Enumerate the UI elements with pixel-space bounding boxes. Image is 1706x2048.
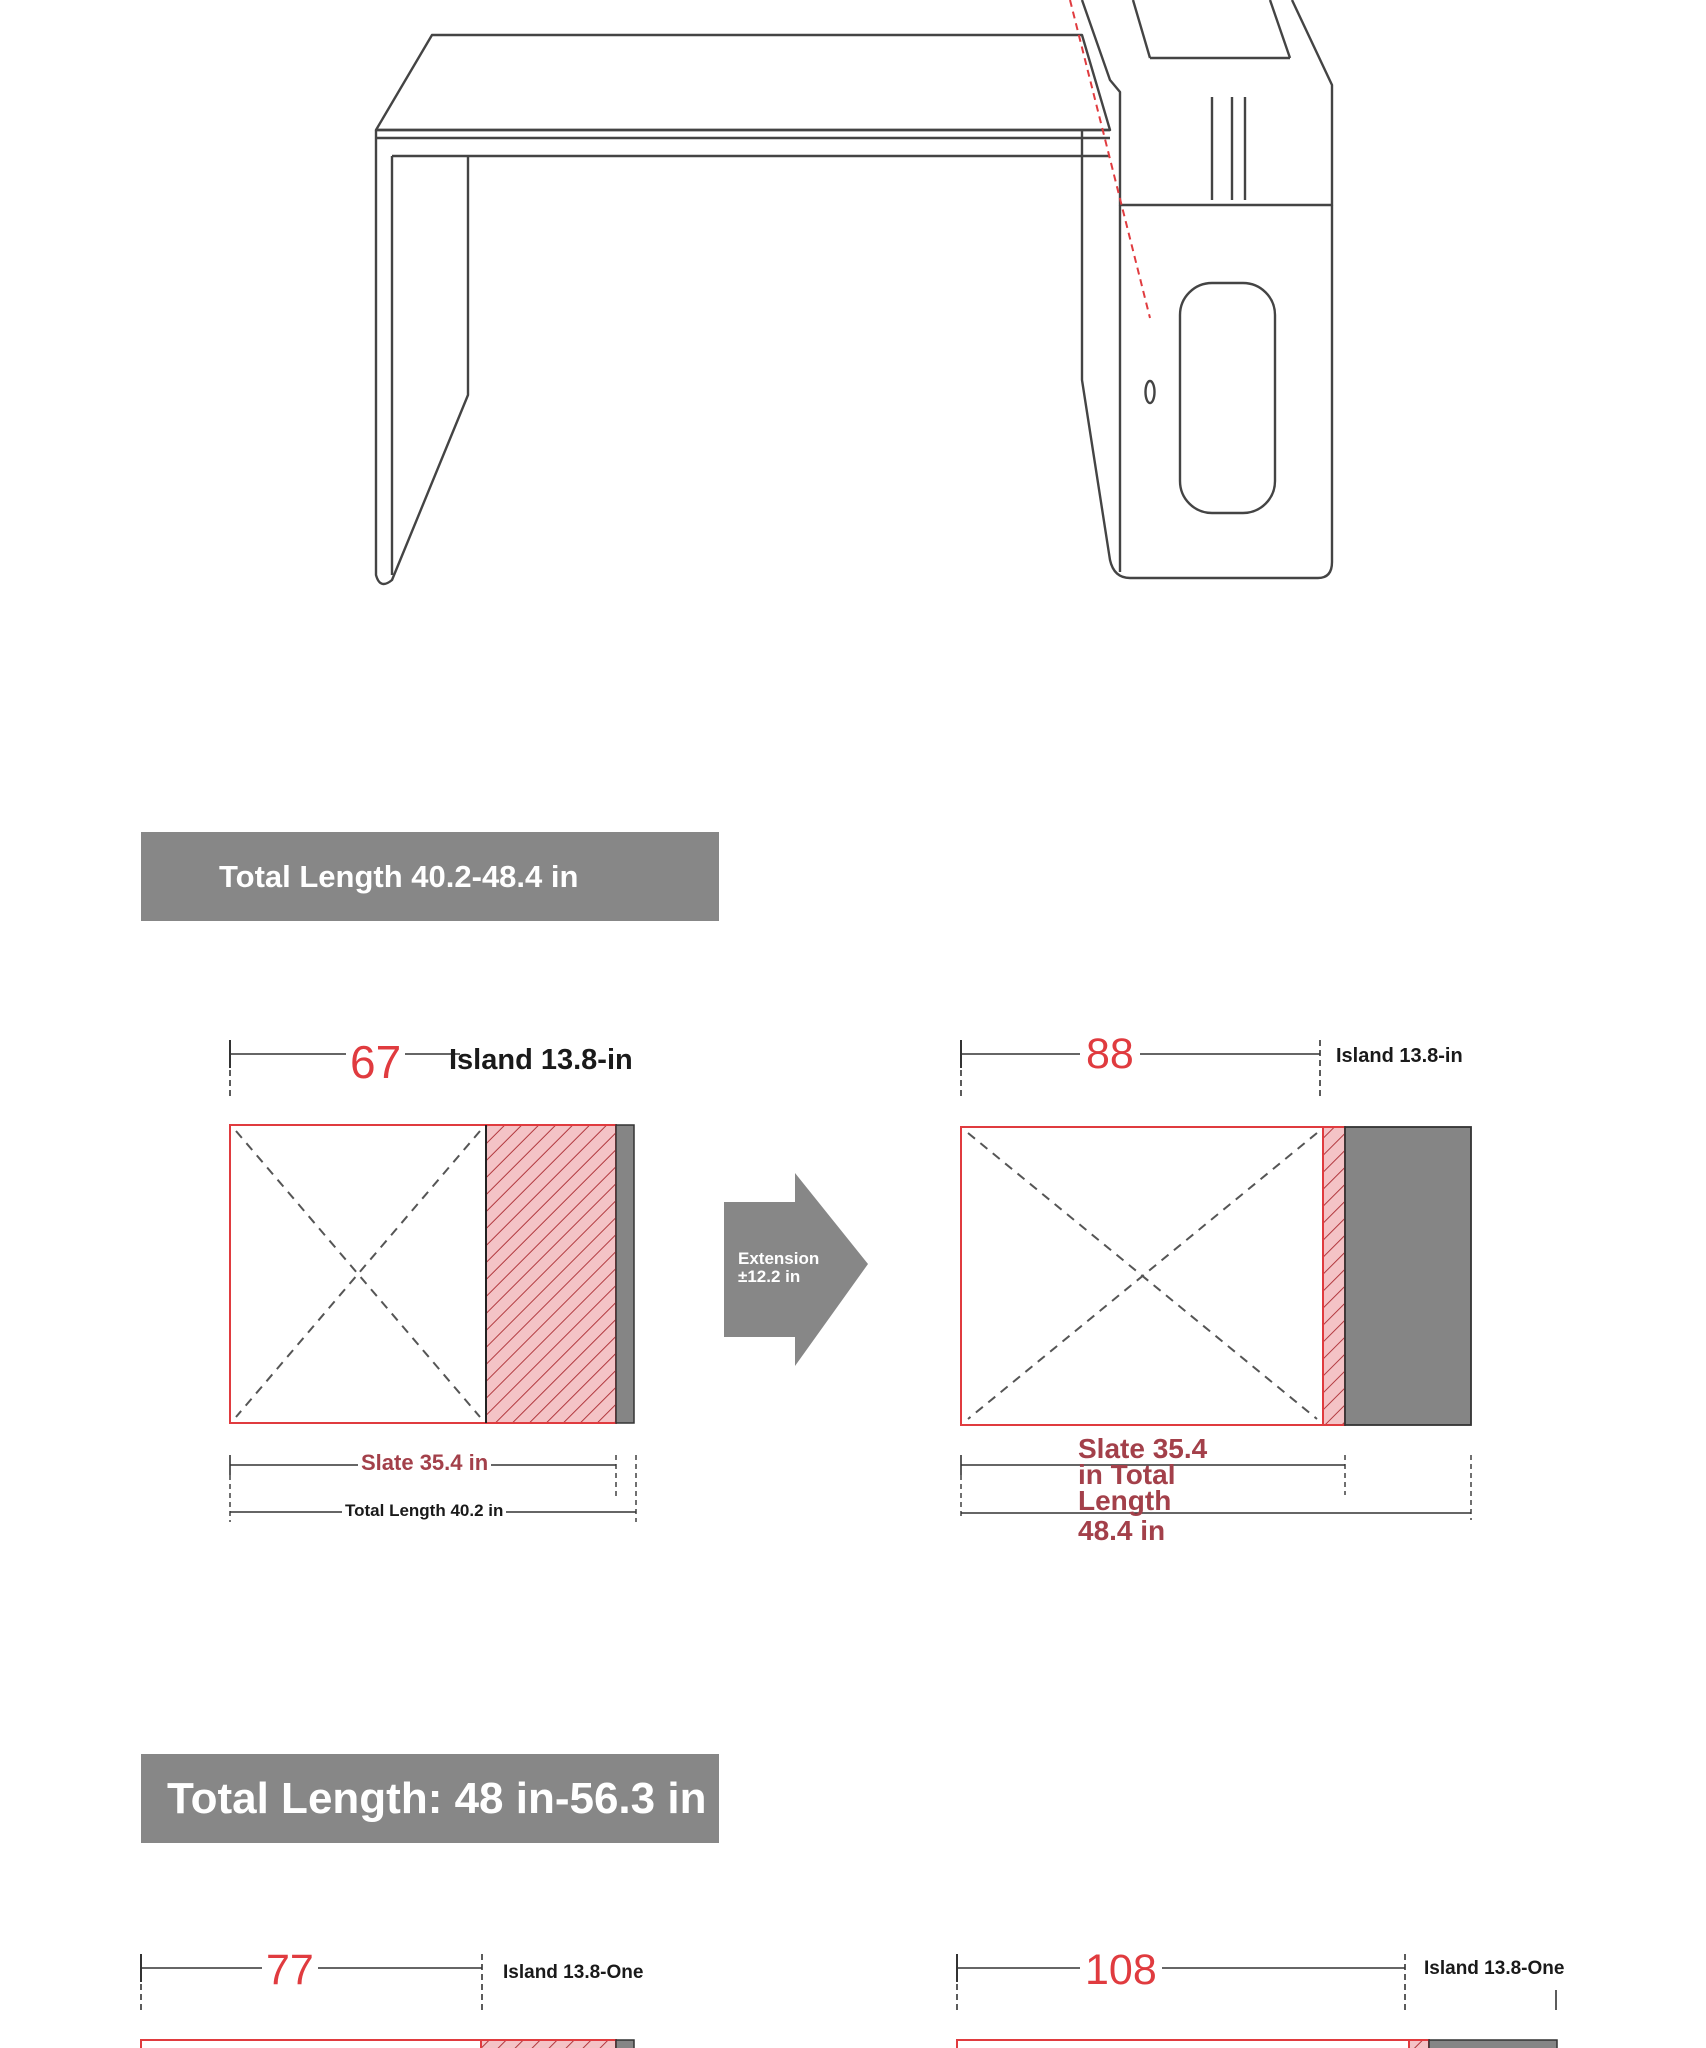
section1-after-diagram — [961, 1040, 1471, 1520]
section2-after-island-label: Island 13.8-One — [1424, 1958, 1565, 1979]
section1-after-island-label: Island 13.8-in — [1336, 1045, 1463, 1067]
section2-before-island-label: Island 13.8-One — [503, 1962, 644, 1983]
section1-banner-text: Total Length 40.2-48.4 in — [219, 858, 579, 894]
slate-line-3: Length — [1078, 1485, 1172, 1516]
island-block — [616, 1125, 634, 1423]
section1-before-top-dimension: 67 — [346, 1035, 405, 1089]
extension-arrow-line2: ±12.2 in — [738, 1267, 801, 1286]
section1-before-slate-label: Slate 35.4 in — [358, 1450, 491, 1476]
section1-after-slate-label — [1078, 1433, 1208, 1546]
desk-top-surface — [376, 35, 1110, 130]
section2-banner — [141, 1754, 719, 1843]
desk-drawing — [376, 0, 1332, 584]
section2-before-top-dimension: 77 — [262, 1946, 318, 1995]
section1-after-top-dimension: 88 — [1080, 1030, 1140, 1079]
extension-arrow-label — [738, 1250, 819, 1286]
drawer-handle-slot — [1180, 283, 1275, 513]
slate-line-2: in Total — [1078, 1459, 1176, 1490]
drawer-cabinet — [1082, 0, 1332, 205]
section1-before-total-label: Total Length 40.2 in — [342, 1501, 506, 1521]
section1-banner — [141, 832, 719, 921]
section1-before-island-label: Island 13.8-in — [449, 1044, 633, 1076]
extension-arrow-line1: Extension — [738, 1249, 820, 1268]
island-block — [1345, 1127, 1471, 1425]
slate-line-4: 48.4 in — [1078, 1515, 1166, 1546]
extension-hatch-area — [486, 1125, 616, 1423]
section2-after-top-dimension: 108 — [1080, 1946, 1162, 1995]
slate-line-1: Slate 35.4 — [1078, 1433, 1208, 1464]
desk-left-leg — [376, 138, 468, 584]
section2-banner-text: Total Length: 48 in-56.3 in — [167, 1773, 707, 1823]
